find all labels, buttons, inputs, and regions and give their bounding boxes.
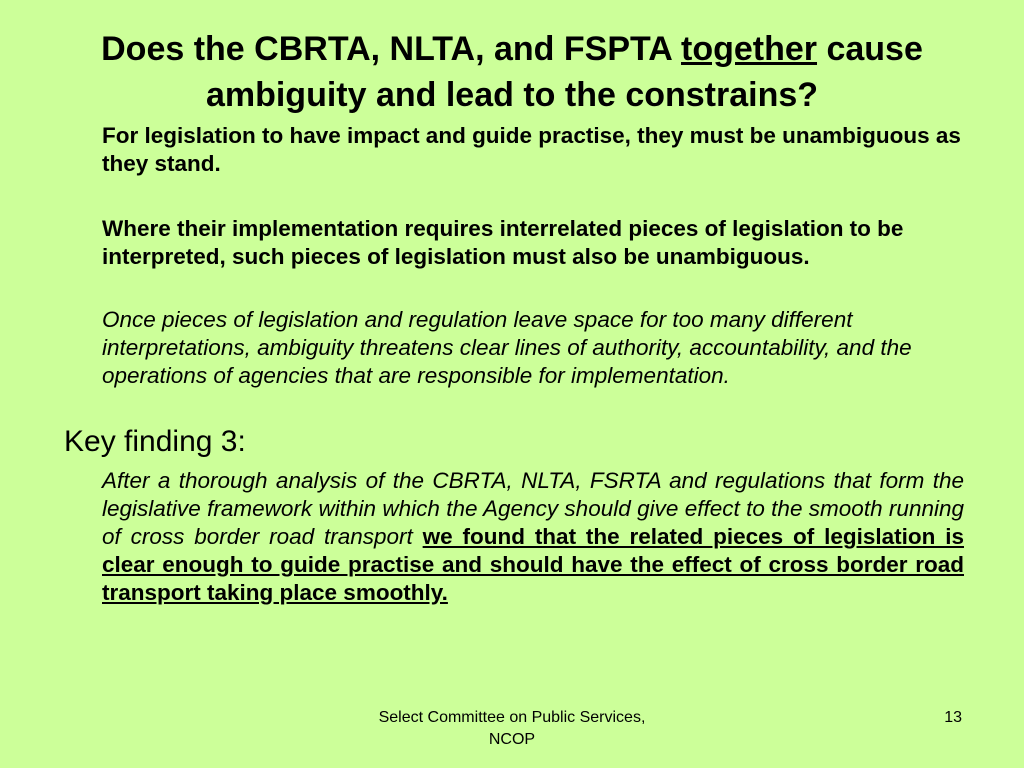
footer-text: Select Committee on Public Services, NCOP — [378, 709, 646, 748]
key-finding-heading: Key finding 3: — [64, 425, 246, 458]
paragraph-impact: For legislation to have impact and guide practise, they must be unambiguous as they stand. — [102, 123, 961, 176]
paragraph-ambiguity: Once pieces of legislation and regulation leave space for too many different interpretations, ambiguity threatens clear lines of authority, accountability, and the operations of agencies that are responsible for implementation. — [102, 307, 912, 388]
title-underlined-word: together — [681, 30, 818, 68]
page-number: 13 — [944, 709, 962, 726]
key-finding-paragraph — [102, 467, 964, 607]
title-part-1: Does the CBRTA, NLTA, and FSPTA — [101, 30, 682, 68]
finding-intro: After a thorough analysis of the CBRTA, NLTA, FSRTA and regulations that form the legislative framework within which the Agency should give effect to the smooth running of cross border road transport — [102, 468, 964, 549]
slide-title — [60, 26, 964, 118]
paragraph-interrelated: Where their implementation requires interrelated pieces of legislation to be interpreted, such pieces of legislation must also be unambiguous. — [102, 216, 904, 269]
title-part-2: cause ambiguity and lead to the constrains? — [205, 30, 923, 114]
finding-conclusion: we found that the related pieces of legislation is clear enough to guide practise and should have the effect of cross border road transport taking place smoothly. — [102, 524, 964, 605]
